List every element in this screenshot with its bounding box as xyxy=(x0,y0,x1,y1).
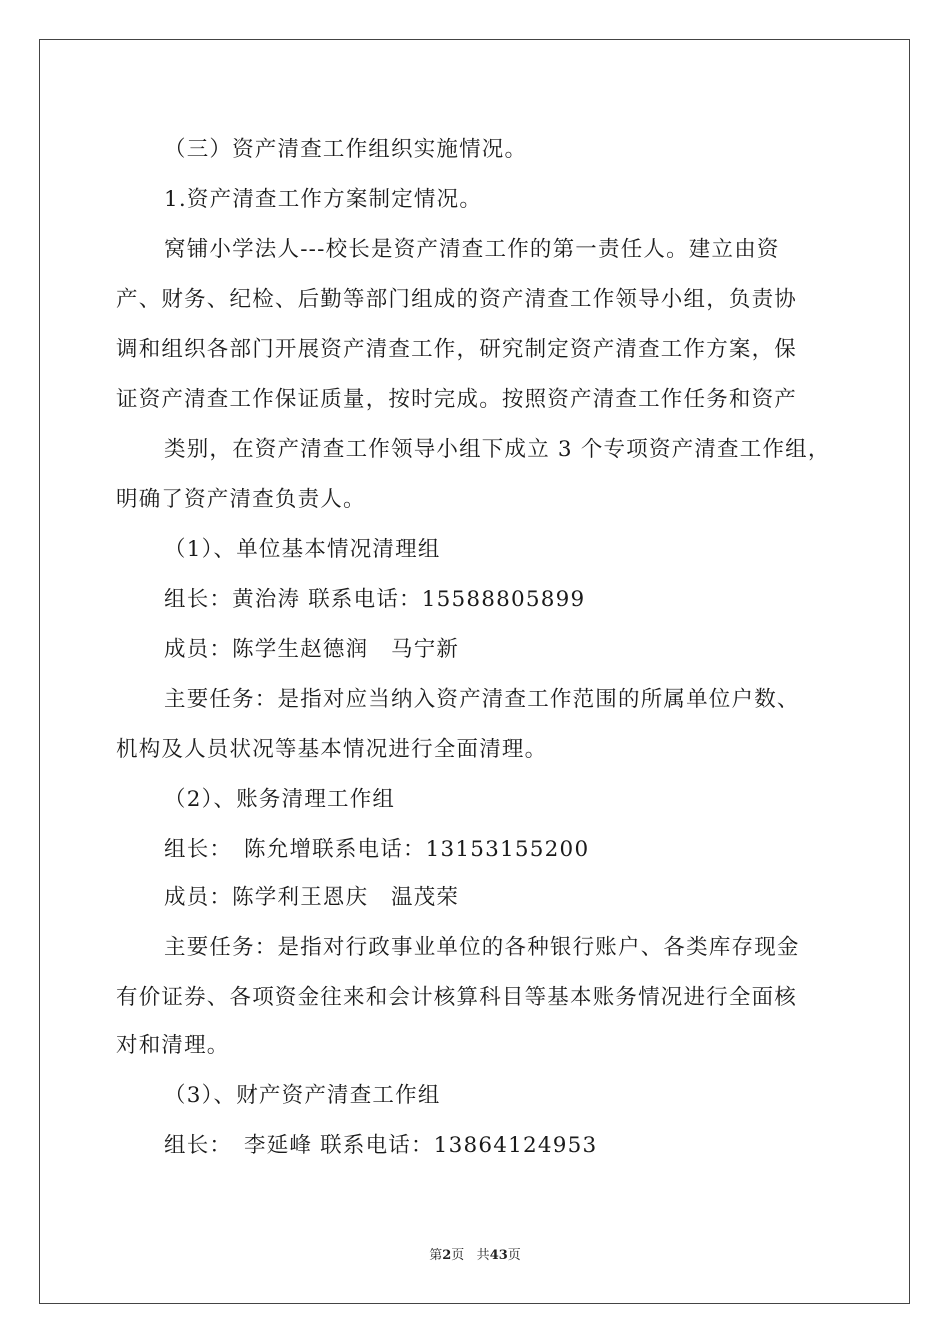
section-heading: （三）资产清查工作组织实施情况。 xyxy=(164,137,528,162)
group-task: 有价证券、各项资金往来和会计核算科目等基本账务情况进行全面核 xyxy=(116,985,798,1010)
page-border xyxy=(39,39,910,1304)
subsection-heading: 1.资产清查工作方案制定情况。 xyxy=(164,187,483,212)
group-task: 主要任务：是指对应当纳入资产清查工作范围的所属单位户数、 xyxy=(164,687,800,712)
paragraph-line: 窝铺小学法人---校长是资产清查工作的第一责任人。建立由资 xyxy=(164,237,780,262)
footer-total-prefix: 共 xyxy=(476,1248,490,1263)
group-heading: （1）、单位基本情况清理组 xyxy=(164,537,441,562)
footer-page-number: 2 xyxy=(442,1248,452,1263)
group-leader: 组长： 李延峰 联系电话：13864124953 xyxy=(164,1133,598,1158)
group-members: 成员：陈学利王恩庆 温茂荣 xyxy=(164,885,460,910)
paragraph-line: 类别，在资产清查工作领导小组下成立 3 个专项资产清查工作组， xyxy=(164,437,831,462)
group-leader: 组长：黄治涛 联系电话：15588805899 xyxy=(164,587,586,612)
paragraph-line: 明确了资产清查负责人。 xyxy=(116,487,366,512)
group-task: 对和清理。 xyxy=(116,1033,230,1058)
paragraph-line: 调和组织各部门开展资产清查工作，研究制定资产清查工作方案，保 xyxy=(116,337,798,362)
group-heading: （3）、财产资产清查工作组 xyxy=(164,1083,441,1108)
paragraph-line: 产、财务、纪检、后勤等部门组成的资产清查工作领导小组，负责协 xyxy=(116,287,798,312)
group-heading: （2）、账务清理工作组 xyxy=(164,787,396,812)
group-members: 成员：陈学生赵德润 马宁新 xyxy=(164,637,460,662)
footer-total-suffix: 页 xyxy=(507,1248,521,1263)
group-leader: 组长： 陈允增联系电话：13153155200 xyxy=(164,837,590,862)
paragraph-line: 证资产清查工作保证质量，按时完成。按照资产清查工作任务和资产 xyxy=(116,387,798,412)
page-footer xyxy=(0,1248,950,1264)
footer-page-suffix: 页 xyxy=(451,1248,465,1263)
group-task: 主要任务：是指对行政事业单位的各种银行账户、各类库存现金 xyxy=(164,935,800,960)
footer-prefix: 第 xyxy=(429,1248,443,1263)
footer-total-pages: 43 xyxy=(489,1248,508,1263)
group-task: 机构及人员状况等基本情况进行全面清理。 xyxy=(116,737,548,762)
